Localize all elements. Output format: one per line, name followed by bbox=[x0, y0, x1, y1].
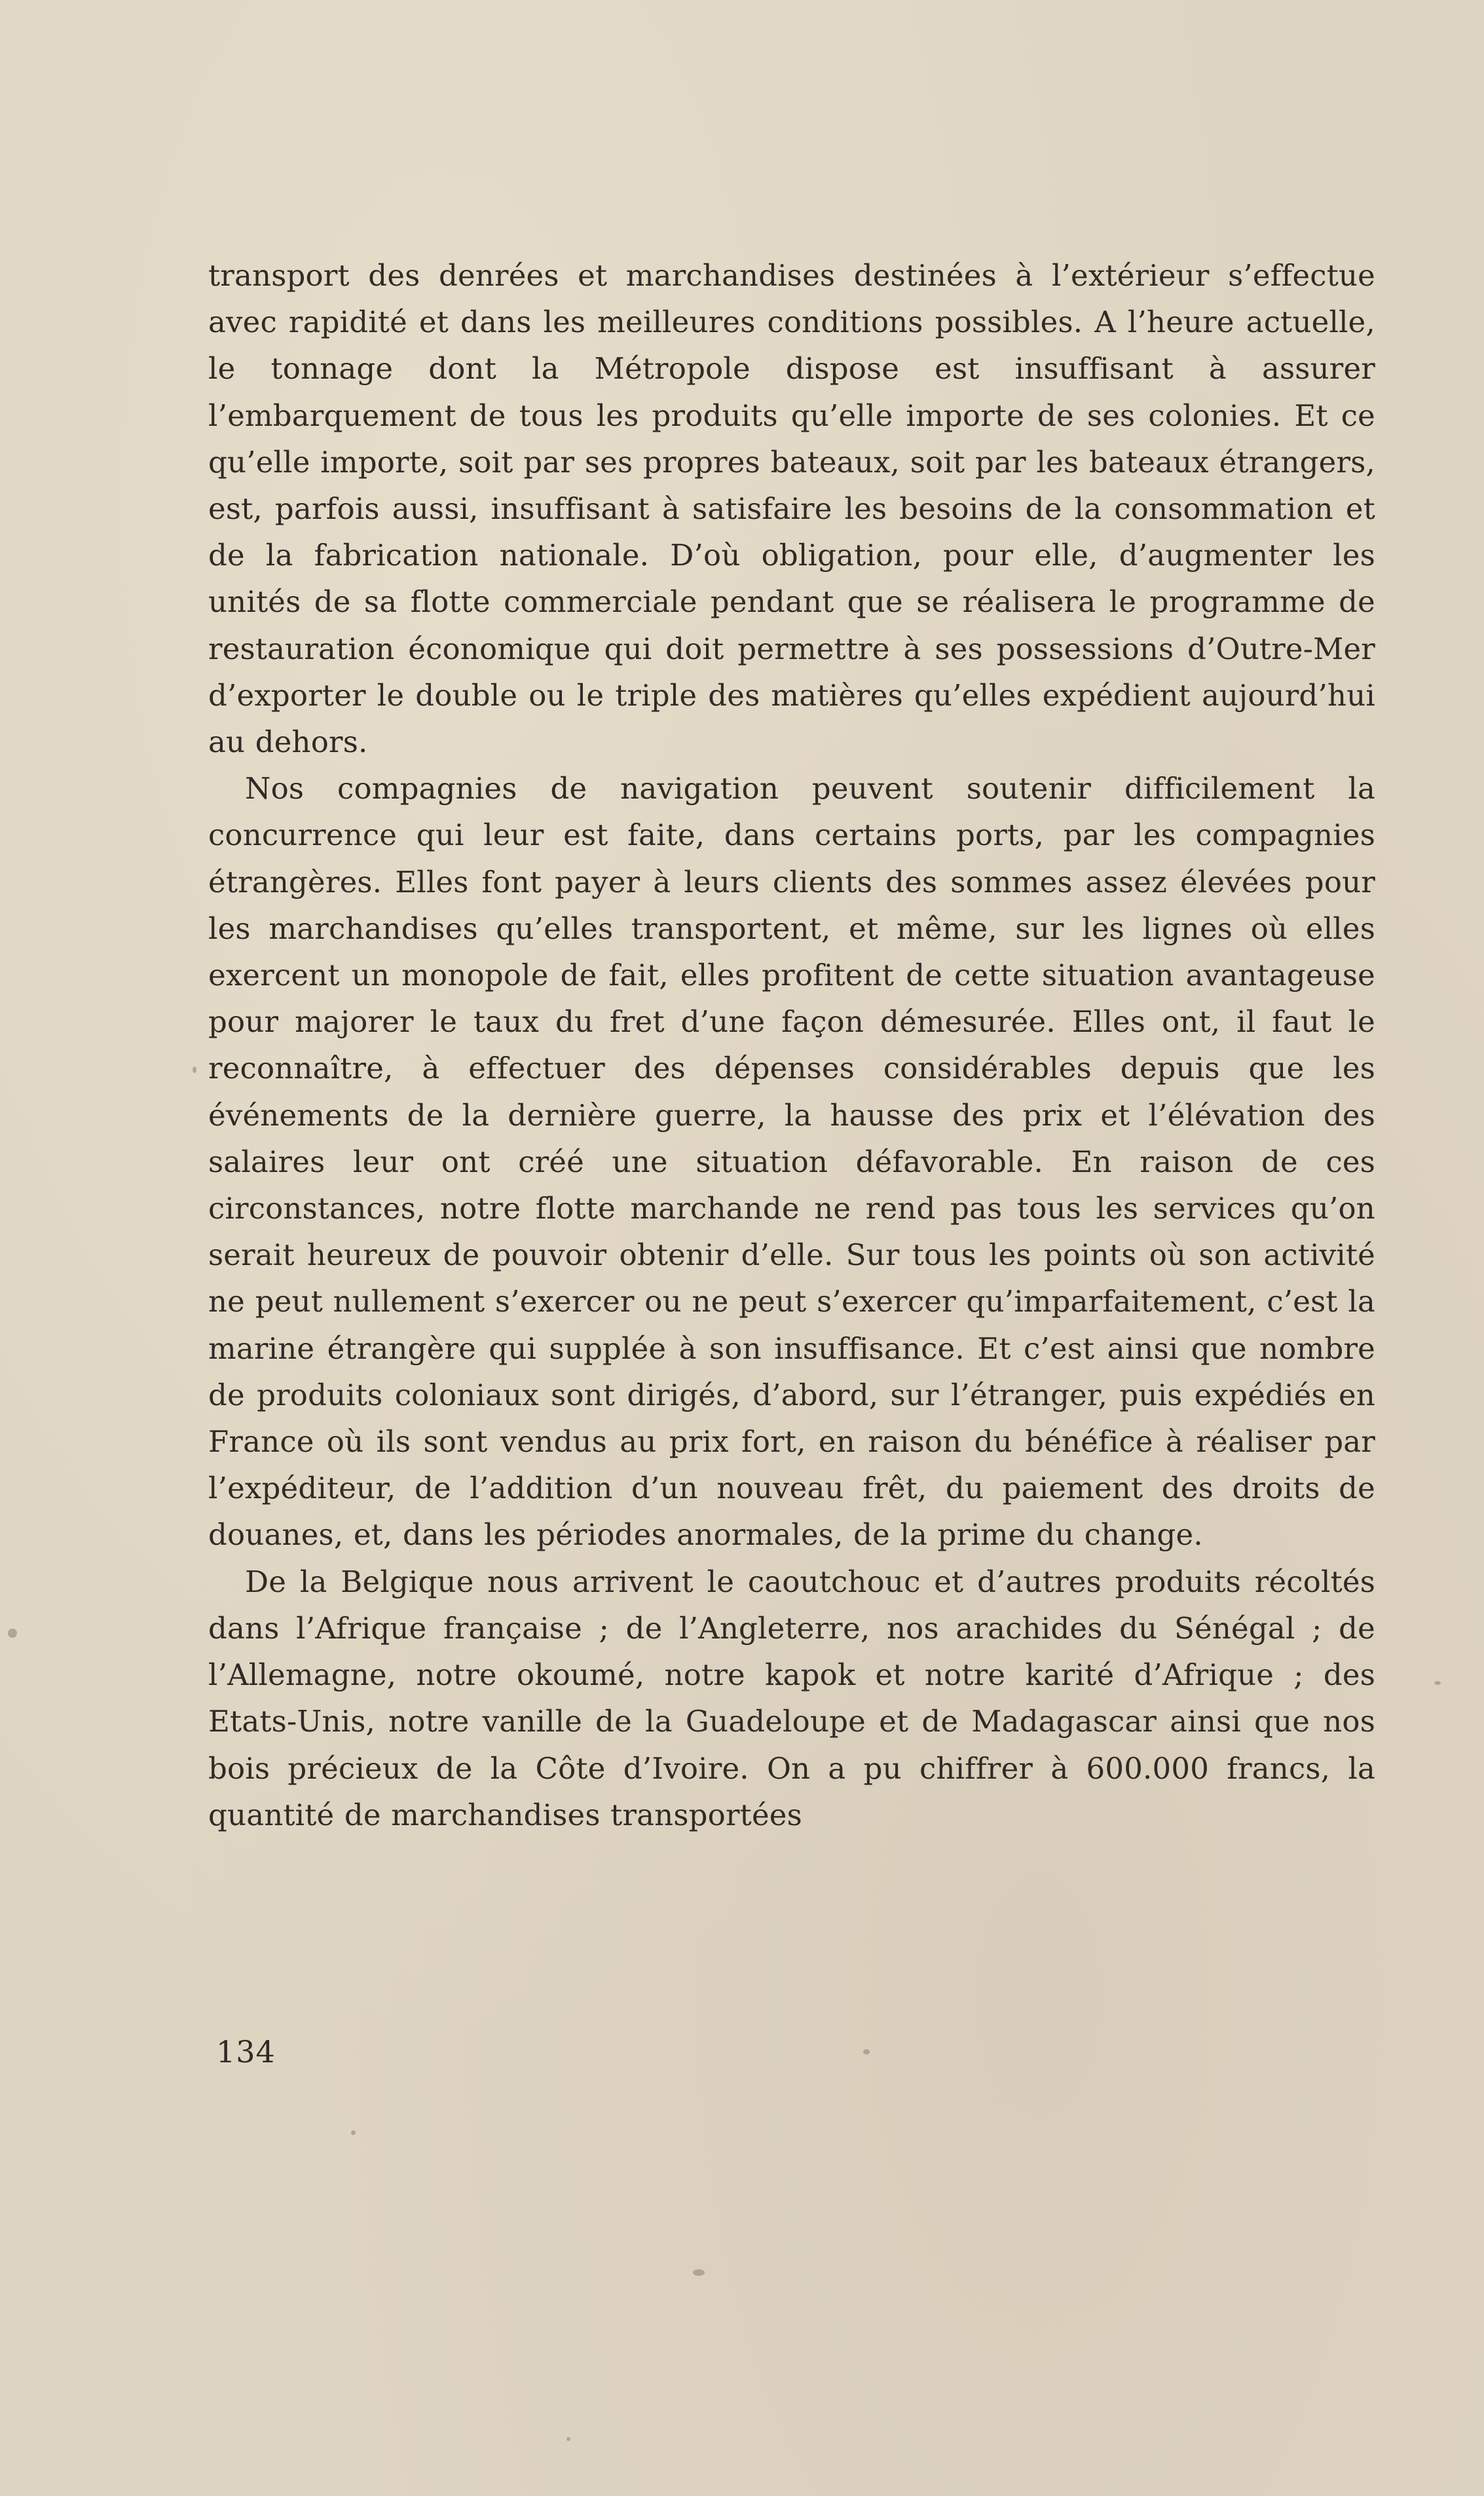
body-text bbox=[208, 252, 1375, 1838]
paper-speck bbox=[193, 1067, 196, 1073]
paragraph-3: De la Belgique nous arrivent le caoutchouc et d’autres produits récoltés dans l’Afrique française ; de l’Angleterre, nos arachides du Sénégal ; de l’Allemagne, notre okoumé, notre kapok et notre karité d’Afrique ; des Etats-Unis, notre vanille de la Guadeloupe et de Madagascar ainsi que nos bois précieux de la Côte d’Ivoire. On a pu chiffrer à 600.000 francs, la quantité de marchandises transportées bbox=[208, 1564, 1375, 1832]
paper-speck bbox=[566, 2437, 570, 2441]
paragraph-1: transport des denrées et marchandises destinées à l’extérieur s’effectue avec rapidité et dans les meilleures conditions possibles. A l’heure actuelle, le tonnage dont la Métropole dispose est insuffisant à assurer l’embarquement de tous les produits qu’elle importe de ses colonies. Et ce qu’elle importe, soit par ses propres bateaux, soit par les bateaux étrangers, est, parfois aussi, insuffisant à satisfaire les besoins de la consommation et de la fabrication nationale. D’où obligation, pour elle, d’augmenter les unités de sa flotte commerciale pendant que se réalisera le programme de restauration économique qui doit permettre à ses possessions d’Outre-Mer d’exporter le double ou le triple des matières qu’elles expédient aujourd’hui au dehors. bbox=[208, 258, 1375, 760]
paragraph-2: Nos compagnies de navigation peuvent soutenir difficilement la concurrence qui leur est faite, dans certains ports, par les compagnies étrangères. Elles font payer à leurs clients des sommes assez élevées pour les marchandises qu’elles transportent, et même, sur les lignes où elles exercent un monopole de fait, elles profitent de cette situation avantageuse pour majorer le taux du fret d’une façon démesurée. Elles ont, il faut le reconnaître, à effectuer des dépenses considérables depuis que les événements de la dernière guerre, la hausse des prix et l’élévation des salaires leur ont créé une situation défavorable. En raison de ces circonstances, notre flotte marchande ne rend pas tous les services qu’on serait heureux de pouvoir obtenir d’elle. Sur tous les points où son activité ne peut nullement s’exercer ou ne peut s’exercer qu’imparfaitement, c’est la marine étrangère qui supplée à son insuffisance. Et c’est ainsi que nombre de produits coloniaux sont dirigés, d’abord, sur l’étranger, puis expédiés en France où ils sont vendus au prix fort, en raison du bénéfice à réaliser par l’expéditeur, de l’addition d’un nouveau frêt, du paiement des droits de douanes, et, dans les périodes anormales, de la prime du change. bbox=[208, 771, 1375, 1553]
paper-speck bbox=[693, 2269, 705, 2276]
paper-speck bbox=[863, 2049, 870, 2054]
page-number: 134 bbox=[216, 2034, 276, 2070]
paper-speck bbox=[351, 2130, 356, 2135]
paper-speck bbox=[1434, 1681, 1441, 1685]
paper-speck bbox=[8, 1629, 17, 1638]
